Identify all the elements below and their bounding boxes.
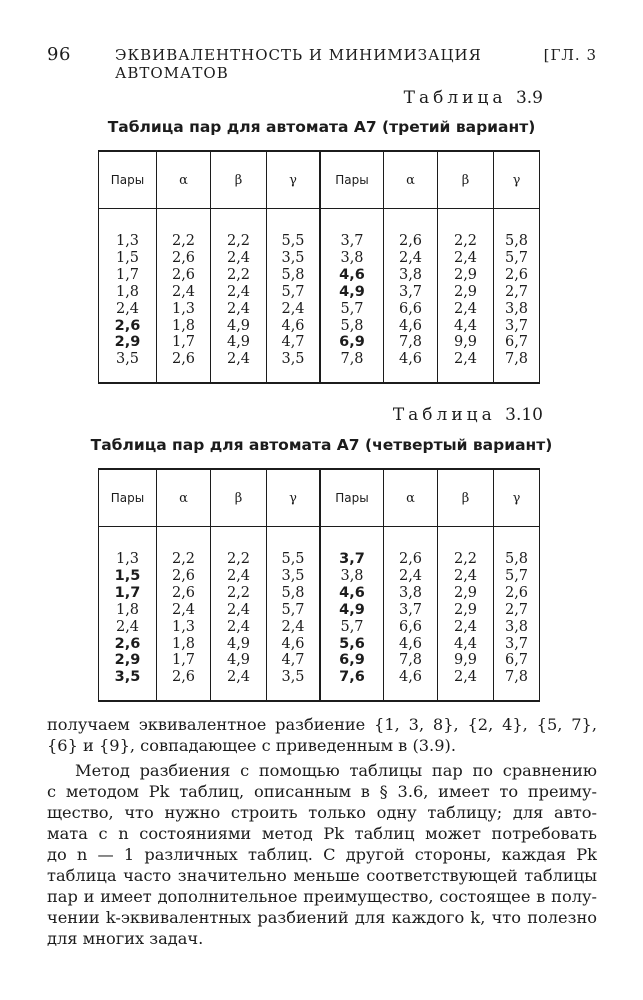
table-cell: 3,5	[281, 249, 305, 266]
table-cell: 2,9	[453, 266, 478, 283]
col-header: β	[211, 151, 267, 209]
table-cell: 1,5	[114, 567, 141, 584]
col-header: γ	[494, 151, 540, 209]
page-number: 96	[47, 44, 71, 65]
text-line: таблица часто значительно меньше соответствующей таблицы	[47, 866, 597, 885]
table-cell: 6,7	[504, 334, 529, 351]
table-cell: 3,7	[398, 283, 423, 300]
table-cell: 5,8	[281, 584, 305, 601]
table-column	[99, 209, 157, 384]
paragraph	[47, 714, 597, 756]
text-line: пар и имеет дополнительное преимущество, состоящее в полу-	[47, 887, 597, 906]
table-cell: 1,3	[171, 300, 196, 317]
table-label: Таблица 3.10	[392, 405, 543, 425]
col-header: α	[157, 469, 211, 527]
table-cell: 4,6	[339, 584, 365, 601]
table-cell: 5,7	[281, 601, 305, 618]
col-header: α	[384, 469, 438, 527]
table-column	[320, 209, 384, 384]
table-cell: 3,8	[398, 266, 423, 283]
table-cell: 5,5	[281, 233, 305, 249]
table-cell: 2,6	[114, 317, 141, 334]
table-cell: 2,6	[171, 351, 196, 368]
table-cell: 2,2	[226, 233, 251, 249]
table-cell: 2,9	[114, 334, 141, 351]
table-cell: 2,4	[226, 567, 251, 584]
table-cell: 7,6	[339, 669, 365, 686]
table-column	[157, 209, 211, 384]
table-cell: 2,4	[398, 249, 423, 266]
text-line: чении k-эквивалентных разбиений для каждого k, что полезно	[47, 908, 597, 927]
table-body-row	[99, 527, 540, 702]
table-cell: 2,6	[504, 584, 529, 601]
table-cell: 3,7	[504, 317, 529, 334]
col-header: β	[211, 469, 267, 527]
table-cell: 3,5	[281, 669, 305, 686]
table-cell: 2,4	[453, 249, 478, 266]
table-cell: 3,7	[504, 635, 529, 652]
table-cell: 1,3	[115, 551, 140, 567]
table-column	[320, 527, 384, 702]
table-cell: 4,6	[398, 635, 423, 652]
table-cell: 2,4	[226, 601, 251, 618]
table-cell: 2,6	[504, 266, 529, 283]
table-cell: 5,8	[340, 317, 364, 334]
table-cell: 2,9	[453, 283, 478, 300]
col-header: β	[438, 151, 494, 209]
table-caption: Таблица пар для автомата A7 (четвертый вариант)	[90, 436, 553, 454]
table-cell: 4,6	[398, 317, 423, 334]
table-cell: 2,4	[453, 669, 478, 686]
table-cell: 1,7	[115, 266, 140, 283]
table-header-row	[99, 469, 540, 527]
table-column	[267, 209, 321, 384]
col-header: γ	[267, 151, 321, 209]
table-cell: 4,4	[453, 635, 478, 652]
table-cell: 4,9	[226, 334, 251, 351]
table-cell: 3,8	[504, 300, 529, 317]
table-header-row	[99, 151, 540, 209]
table-cell: 2,4	[226, 249, 251, 266]
col-header: Пары	[99, 469, 157, 527]
table-cell: 2,4	[226, 283, 251, 300]
table-cell: 2,4	[226, 300, 251, 317]
pairs-table	[98, 468, 540, 702]
table-cell: 1,8	[115, 283, 140, 300]
pairs-table	[98, 150, 540, 384]
table-cell: 3,7	[398, 601, 423, 618]
table-cell: 4,7	[281, 652, 305, 669]
table-column	[438, 527, 494, 702]
text-line: для многих задач.	[47, 929, 204, 948]
table-cell: 5,7	[504, 249, 529, 266]
table-cell: 4,9	[226, 635, 251, 652]
table-cell: 3,8	[340, 249, 364, 266]
table-cell: 5,8	[504, 233, 529, 249]
table-cell: 2,4	[453, 300, 478, 317]
table-cell: 7,8	[398, 334, 423, 351]
table-cell: 2,4	[281, 618, 305, 635]
table-cell: 7,8	[398, 652, 423, 669]
table-cell: 1,7	[171, 652, 196, 669]
col-header: Пары	[99, 151, 157, 209]
table-cell: 2,4	[453, 351, 478, 368]
table-cell: 3,7	[340, 233, 364, 249]
table-cell: 1,8	[171, 635, 196, 652]
paragraph	[47, 760, 597, 949]
table-cell: 9,9	[453, 652, 478, 669]
table-body-row	[99, 209, 540, 384]
table-cell: 3,8	[398, 584, 423, 601]
table-cell: 2,2	[453, 233, 478, 249]
col-header: β	[438, 469, 494, 527]
table-cell: 2,2	[171, 551, 196, 567]
table-cell: 3,5	[281, 351, 305, 368]
table-column	[99, 527, 157, 702]
table-column	[494, 209, 540, 384]
col-header: α	[157, 151, 211, 209]
col-header: γ	[494, 469, 540, 527]
table-cell: 3,8	[504, 618, 529, 635]
col-header: Пары	[320, 469, 384, 527]
table-column	[384, 209, 438, 384]
table-cell: 1,8	[171, 317, 196, 334]
table-cell: 2,6	[171, 669, 196, 686]
running-title: ЭКВИВАЛЕНТНОСТЬ И МИНИМИЗАЦИЯ АВТОМАТОВ	[115, 46, 482, 82]
table-cell: 4,9	[339, 283, 365, 300]
table-cell: 3,5	[281, 567, 305, 584]
table-cell: 2,6	[114, 635, 141, 652]
table-cell: 6,6	[398, 618, 423, 635]
text-line: до n — 1 различных таблиц. С другой стороны, каждая Pk	[47, 845, 597, 864]
col-header: Пары	[320, 151, 384, 209]
table-cell: 2,4	[281, 300, 305, 317]
col-header: γ	[267, 469, 321, 527]
table-cell: 5,8	[504, 551, 529, 567]
table-cell: 1,3	[115, 233, 140, 249]
table-cell: 2,4	[453, 567, 478, 584]
table-cell: 2,2	[226, 551, 251, 567]
table-cell: 2,4	[171, 283, 196, 300]
table-cell: 6,7	[504, 652, 529, 669]
table-cell: 7,8	[504, 669, 529, 686]
table-column	[384, 527, 438, 702]
text-line: мата с n состояниями метод Pk таблиц может потребовать	[47, 824, 597, 843]
table-cell: 6,9	[339, 334, 365, 351]
table-cell: 1,5	[115, 249, 140, 266]
table-cell: 2,2	[226, 266, 251, 283]
table-cell: 2,6	[171, 567, 196, 584]
table-label: Таблица 3.9	[403, 88, 543, 108]
table-cell: 2,6	[171, 584, 196, 601]
table-column	[438, 209, 494, 384]
table-cell: 2,6	[171, 249, 196, 266]
text-line: {6} и {9}, совпадающее с приведенным в (3.9).	[47, 736, 456, 755]
table-cell: 4,7	[281, 334, 305, 351]
table-cell: 7,8	[504, 351, 529, 368]
table-cell: 5,7	[340, 618, 364, 635]
chapter-label: [ГЛ. 3	[543, 46, 597, 64]
table-cell: 4,6	[281, 635, 305, 652]
table-cell: 2,2	[171, 233, 196, 249]
table-cell: 2,4	[398, 567, 423, 584]
text-line: щество, что нужно строить только одну таблицу; для авто-	[47, 803, 597, 822]
table-cell: 2,7	[504, 283, 529, 300]
table-cell: 2,6	[171, 266, 196, 283]
table-cell: 7,8	[340, 351, 364, 368]
col-header: α	[384, 151, 438, 209]
table-cell: 3,5	[114, 669, 141, 686]
table-cell: 2,7	[504, 601, 529, 618]
table-cell: 2,4	[115, 300, 140, 317]
table-cell: 6,9	[339, 652, 365, 669]
table-cell: 4,6	[398, 351, 423, 368]
table-column	[494, 527, 540, 702]
table-cell: 2,9	[453, 584, 478, 601]
table-cell: 2,4	[115, 618, 140, 635]
text-line: Метод разбиения с помощью таблицы пар по сравнению	[75, 761, 597, 780]
table-cell: 2,4	[171, 601, 196, 618]
page-header	[47, 40, 597, 82]
table-cell: 4,4	[453, 317, 478, 334]
table-cell: 1,7	[171, 334, 196, 351]
text-line: с методом Pk таблиц, описанным в § 3.6, имеет то преиму-	[47, 782, 597, 801]
table-cell: 5,8	[281, 266, 305, 283]
table-cell: 4,9	[226, 652, 251, 669]
table-cell: 4,9	[226, 317, 251, 334]
table-cell: 1,8	[115, 601, 140, 618]
table-cell: 1,7	[114, 584, 141, 601]
table-cell: 2,2	[453, 551, 478, 567]
table-cell: 2,6	[398, 233, 423, 249]
table-cell: 4,6	[281, 317, 305, 334]
table-cell: 2,2	[226, 584, 251, 601]
table-cell: 2,9	[114, 652, 141, 669]
table-cell: 5,6	[339, 635, 365, 652]
table-column	[157, 527, 211, 702]
table-cell: 4,6	[398, 669, 423, 686]
table-cell: 2,6	[398, 551, 423, 567]
table-cell: 5,7	[504, 567, 529, 584]
table-cell: 1,3	[171, 618, 196, 635]
table-cell: 4,6	[339, 266, 365, 283]
table-cell: 3,7	[339, 551, 365, 567]
table-caption: Таблица пар для автомата A7 (третий вариант)	[107, 118, 536, 136]
table-column	[211, 209, 267, 384]
table-cell: 5,5	[281, 551, 305, 567]
table-cell: 5,7	[281, 283, 305, 300]
table-cell: 3,8	[340, 567, 364, 584]
table-cell: 6,6	[398, 300, 423, 317]
table-cell: 5,7	[340, 300, 364, 317]
table-cell: 2,4	[453, 618, 478, 635]
table-cell: 3,5	[115, 351, 140, 368]
text-line: получаем эквивалентное разбиение {1, 3, 8}, {2, 4}, {5, 7},	[47, 715, 597, 734]
table-cell: 2,4	[226, 669, 251, 686]
table-cell: 9,9	[453, 334, 478, 351]
table-cell: 2,4	[226, 351, 251, 368]
table-column	[267, 527, 321, 702]
table-cell: 2,9	[453, 601, 478, 618]
table-cell: 2,4	[226, 618, 251, 635]
table-column	[211, 527, 267, 702]
table-cell: 4,9	[339, 601, 365, 618]
